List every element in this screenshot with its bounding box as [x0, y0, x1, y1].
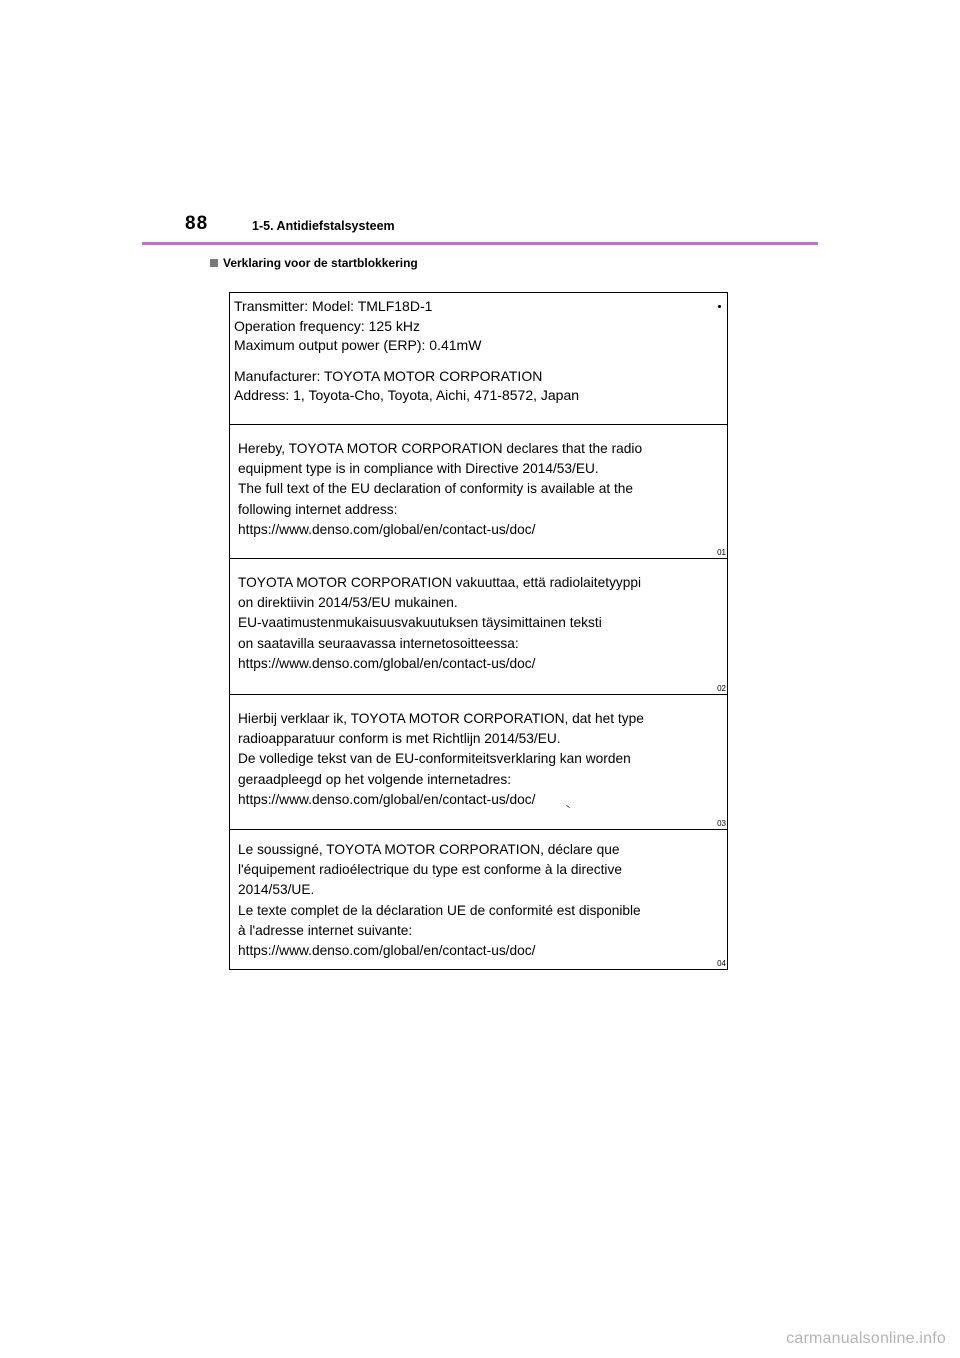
declaration-block-04: [230, 829, 727, 969]
watermark: carmanualsonline.info: [786, 1330, 946, 1347]
declaration-block-02: [230, 558, 727, 695]
declaration-url: https://www.denso.com/global/en/contact-us/doc/: [238, 790, 536, 807]
declaration-line: l'équipement radioélectrique du type est conforme à la directive: [238, 861, 622, 878]
page-number: 88: [185, 213, 209, 234]
scan-dot: [718, 305, 721, 308]
declaration-line: The full text of the EU declaration of conformity is available at the: [238, 480, 634, 497]
transmitter-spec-block: [230, 293, 727, 425]
declaration-line: radioapparatuur conform is met Richtlijn 2014/53/EU.: [238, 730, 561, 747]
declaration-line: following internet address:: [238, 500, 398, 517]
declaration-line: à l'adresse internet suivante:: [238, 921, 413, 938]
declaration-url: https://www.denso.com/global/en/contact-us/doc/: [238, 520, 536, 537]
header-rule: [142, 242, 818, 245]
section-title: 1-5. Antidiefstalsysteem: [252, 219, 395, 233]
declaration-line: De volledige tekst van de EU-conformiteitsverklaring kan worden: [238, 750, 631, 767]
language-code: 03: [717, 819, 726, 828]
declaration-line: Le texte complet de la déclaration UE de conformité est disponible: [238, 901, 641, 918]
manufacturer-line: Manufacturer: TOYOTA MOTOR CORPORATION: [234, 367, 543, 384]
declaration-line: Hereby, TOYOTA MOTOR CORPORATION declares that the radio: [238, 440, 643, 456]
declaration-line: Le soussigné, TOYOTA MOTOR CORPORATION, déclare que: [238, 841, 620, 857]
declaration-box: [229, 292, 728, 970]
declaration-block-01: [230, 424, 727, 559]
declaration-url: https://www.denso.com/global/en/contact-us/doc/: [238, 942, 536, 959]
declaration-line: EU-vaatimustenmukaisuusvakuutuksen täysimittainen teksti: [238, 614, 602, 631]
declaration-line: on saatavilla seuraavassa internetosoitteessa:: [238, 634, 519, 651]
language-code: 02: [717, 684, 726, 693]
declaration-line: Hierbij verklaar ik, TOYOTA MOTOR CORPORATION, dat het type: [238, 710, 644, 726]
spec-line: Transmitter: Model: TMLF18D-1: [234, 298, 433, 314]
subheading-text: Verklaring voor de startblokkering: [223, 256, 418, 270]
declaration-line: geraadpleegd op het volgende internetadres:: [238, 770, 512, 787]
square-bullet-icon: [210, 259, 218, 267]
declaration-line: equipment type is in compliance with Directive 2014/53/EU.: [238, 460, 599, 477]
language-code: 01: [717, 548, 726, 557]
spec-line: Maximum output power (ERP): 0.41mW: [234, 337, 482, 353]
address-line: Address: 1, Toyota-Cho, Toyota, Aichi, 471-8572, Japan: [234, 387, 580, 403]
declaration-url: https://www.denso.com/global/en/contact-us/doc/: [238, 654, 536, 671]
spec-line: Operation frequency: 125 kHz: [234, 317, 420, 334]
language-code: 04: [717, 959, 726, 968]
declaration-line: 2014/53/UE.: [238, 881, 315, 898]
declaration-block-03: [230, 694, 727, 830]
subheading: [210, 256, 418, 270]
declaration-line: TOYOTA MOTOR CORPORATION vakuuttaa, että radiolaitetyyppi: [238, 574, 642, 590]
declaration-line: on direktiivin 2014/53/EU mukainen.: [238, 594, 458, 611]
